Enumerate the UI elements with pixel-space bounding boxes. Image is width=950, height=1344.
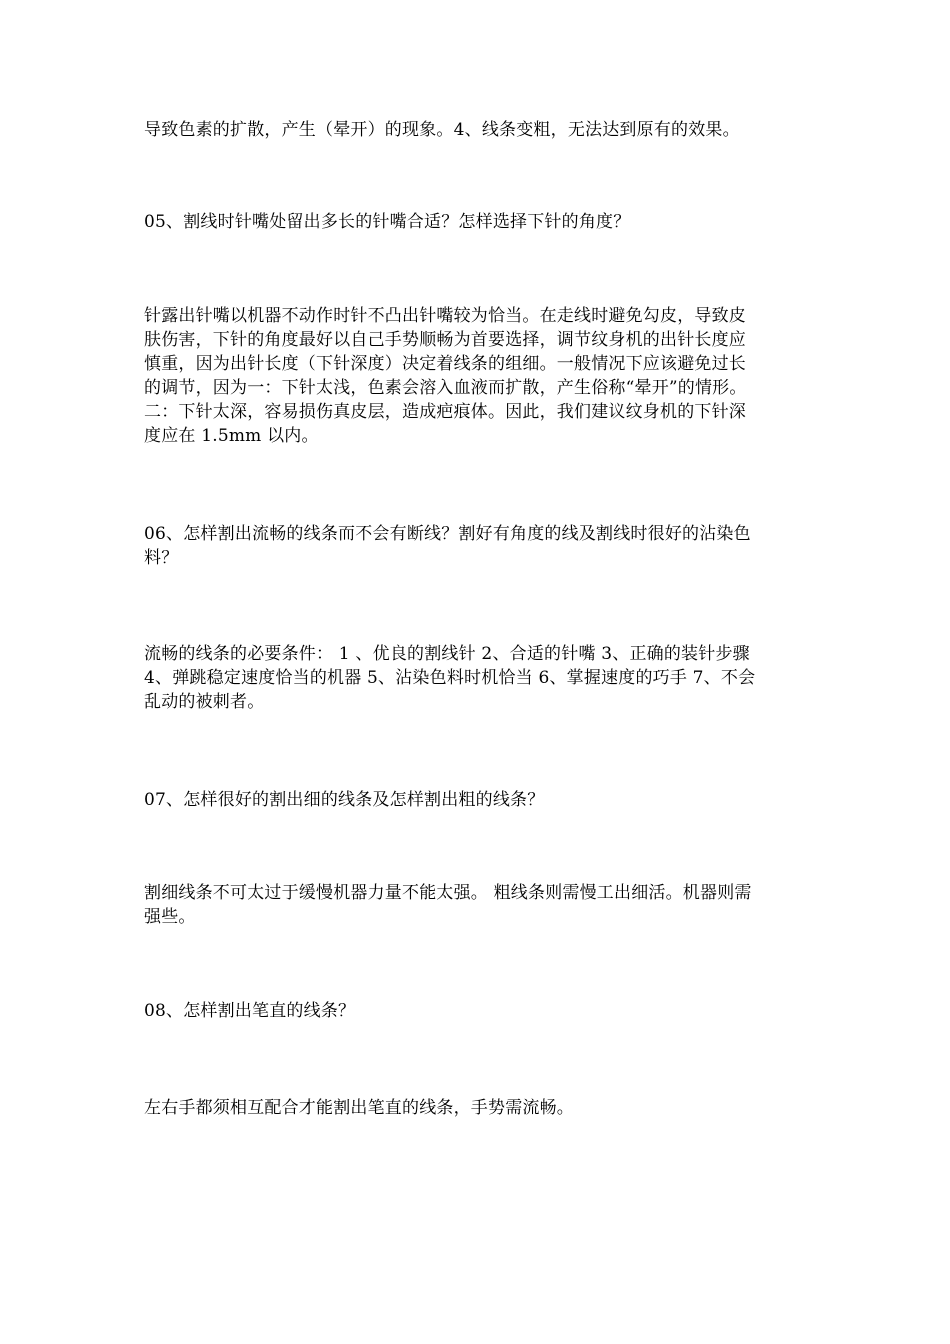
- answer-07: 割细线条不可太过于缓慢机器力量不能太强。 粗线条则需慢工出细活。机器则需 强些。: [144, 883, 752, 927]
- question-05: 05、割线时针嘴处留出多长的针嘴合适？怎样选择下针的角度？: [144, 212, 631, 232]
- question-07: 07、怎样很好的割出细的线条及怎样割出粗的线条？: [144, 790, 545, 810]
- paragraph-continuation: 导致色素的扩散，产生（晕开）的现象。4、线条变粗，无法达到原有的效果。: [144, 120, 740, 140]
- answer-06: 流畅的线条的必要条件： 1 、优良的割线针 2、合适的针嘴 3、正确的装针步骤 4、弹跳稳定速度恰当的机器 5、沾染色料时机恰当 6、掌握速度的巧手 7、不会 乱动的被刺者。: [144, 644, 756, 712]
- answer-08: 左右手都须相互配合才能割出笔直的线条，手势需流畅。: [144, 1098, 574, 1118]
- question-08: 08、怎样割出笔直的线条？: [144, 1001, 356, 1021]
- question-06: 06、怎样割出流畅的线条而不会有断线？割好有角度的线及割线时很好的沾染色 料？: [144, 524, 751, 568]
- answer-05: 针露出针嘴以机器不动作时针不凸出针嘴较为恰当。在走线时避免勾皮，导致皮 肤伤害，下针的角度最好以自己手势顺畅为首要选择，调节纹身机的出针长度应 慎重，因为出针长度（下针深度）决定着线条的组细。一般情况下应该避免过长 的调节，因为一：下针太浅，色素会溶入血液而扩散，产生俗称“晕开”的情形。 二：下针太深，容易损伤真皮层，造成疤痕体。因此，我们建议纹身机的下针深 度应在 1.5mm 以内。: [144, 306, 747, 446]
